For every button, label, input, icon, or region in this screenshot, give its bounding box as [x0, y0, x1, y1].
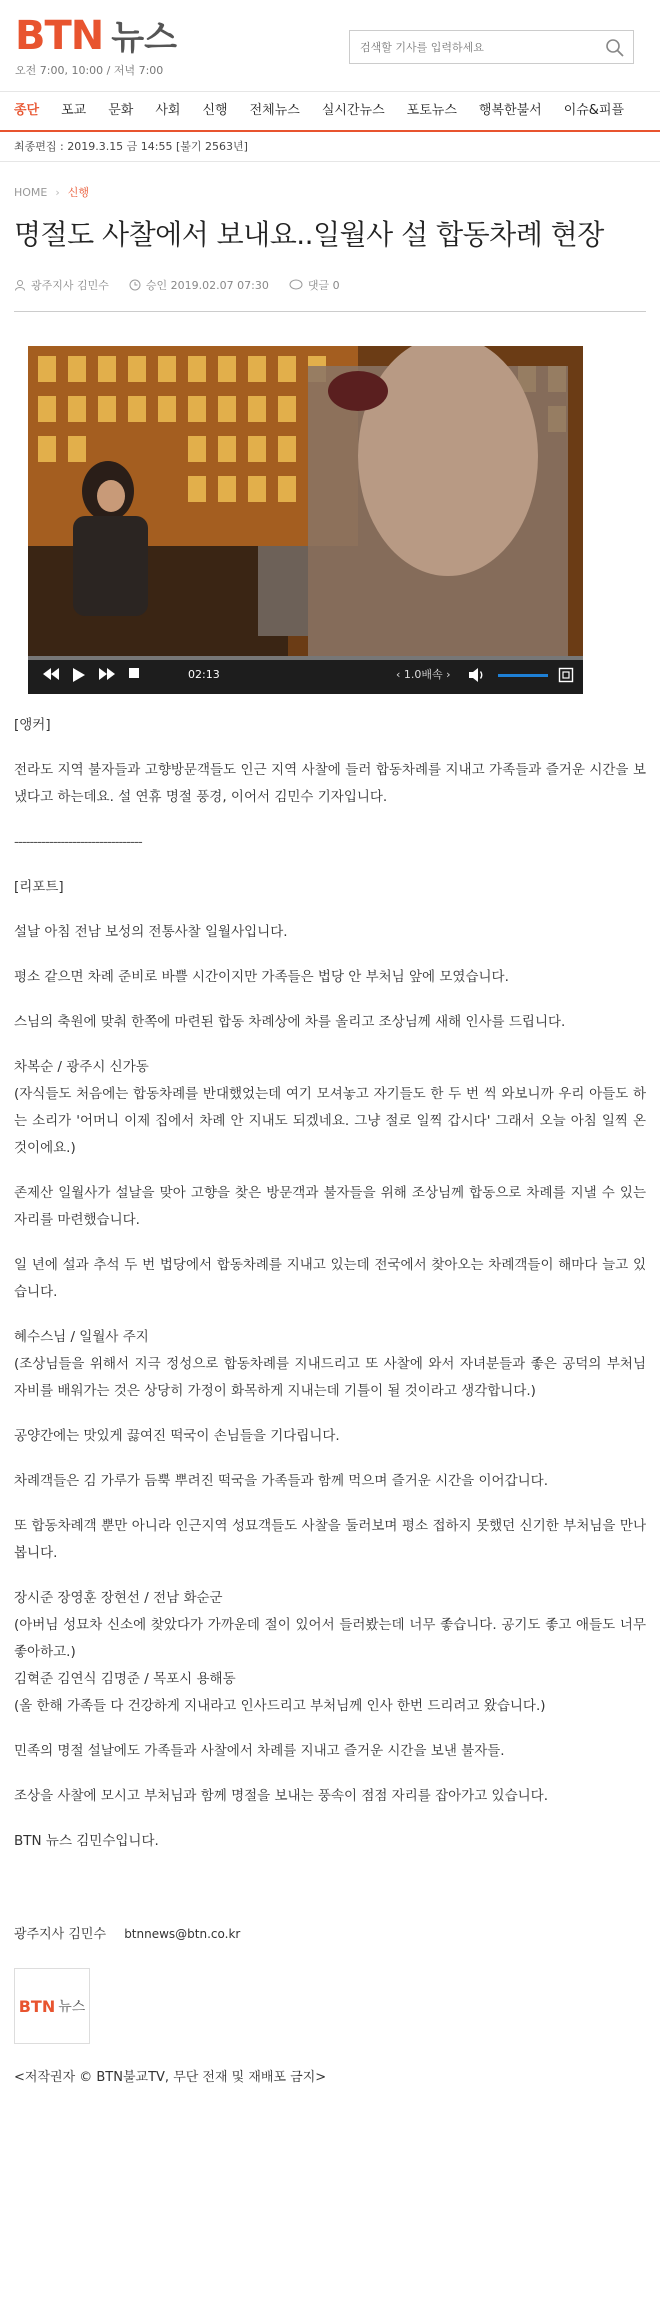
- video-frame: [28, 346, 583, 656]
- clock-icon: [129, 279, 141, 291]
- fullscreen-icon[interactable]: [558, 667, 574, 683]
- broadcast-times: 오전 7:00, 10:00 / 저녁 7:00: [15, 64, 164, 77]
- person-icon: [14, 279, 26, 291]
- paragraph: 전라도 지역 불자들과 고향방문객들도 인근 지역 사찰에 들러 합동차례를 지내고 가족들과 즐거운 시간을 보냈다고 하는데요. 설 연휴 명절 풍경, 이어서 김민수 기자입니다.: [14, 762, 646, 805]
- rewind-icon[interactable]: [42, 667, 60, 681]
- paragraph: 조상을 사찰에 모시고 부처님과 함께 명절을 보내는 풍속이 점점 자리를 잡아가고 있습니다.: [14, 1788, 549, 1804]
- nav-item-happy-books[interactable]: 행복한불서: [478, 103, 542, 118]
- comment-icon: [289, 279, 303, 291]
- nav-item-jongdan[interactable]: 종단: [14, 103, 40, 118]
- site-header: [0, 0, 660, 92]
- nav-item-sinhaeng[interactable]: 신행: [202, 103, 228, 118]
- nav-item-photo-news[interactable]: 포토뉴스: [406, 103, 457, 118]
- paragraph: 공양간에는 맛있게 끓여진 떡국이 손님들을 기다립니다.: [14, 1428, 340, 1444]
- fast-forward-icon[interactable]: [98, 667, 116, 681]
- article-body: [0, 694, 660, 1855]
- chevron-right-icon[interactable]: ›: [446, 668, 451, 681]
- search-box: [349, 30, 634, 64]
- volume-slider[interactable]: [498, 674, 548, 677]
- meta-comments[interactable]: [289, 277, 340, 293]
- video-duration: 02:13: [188, 668, 220, 681]
- interviewee-quote: [14, 1054, 646, 1162]
- footer-logo-btn: BTN: [18, 1996, 56, 2016]
- paragraph: BTN 뉴스 김민수입니다.: [14, 1833, 159, 1849]
- breadcrumb-home[interactable]: HOME: [14, 185, 48, 199]
- paragraph: 설날 아침 전남 보성의 전통사찰 일월사입니다.: [14, 924, 288, 940]
- comment-count: 댓글 0: [307, 279, 340, 292]
- stop-icon[interactable]: [128, 667, 140, 679]
- interviewee-name: 혜수스님 / 일월사 주지: [14, 1329, 149, 1345]
- breadcrumb: [0, 162, 660, 200]
- article-meta: [14, 277, 646, 312]
- paragraph: 평소 같으면 차례 준비로 바쁠 시간이지만 가족들은 법당 안 부처님 앞에 모였습니다.: [14, 969, 509, 985]
- chevron-right-icon: ›: [55, 185, 60, 199]
- nav-item-issue-people[interactable]: 이슈&피플: [563, 103, 625, 118]
- nav-item-live-news[interactable]: 실시간뉴스: [321, 103, 385, 118]
- playback-rate-value: 1.0배속: [403, 668, 443, 681]
- footer-logo: [14, 1968, 90, 2044]
- interviewee-name: 차복순 / 광주시 신가동: [14, 1059, 149, 1075]
- interviewee-quote: [14, 1585, 646, 1720]
- copyright-notice: <저작권자 © BTN불교TV, 무단 전재 및 재배포 금지>: [14, 2070, 327, 2085]
- approved-date: 승인 2019.02.07 07:30: [145, 279, 269, 292]
- search-icon[interactable]: [605, 38, 625, 58]
- reporter-name: 광주지사 김민수: [14, 1927, 107, 1942]
- breadcrumb-category[interactable]: 신행: [67, 186, 90, 199]
- interviewee-name: 김혁준 김연식 김명준 / 목포시 용해동: [14, 1671, 236, 1687]
- meta-author: [14, 277, 109, 293]
- author-name: 광주지사 김민수: [31, 279, 109, 292]
- anchor-tag: [앵커]: [14, 717, 51, 733]
- volume-icon[interactable]: [468, 667, 486, 683]
- nav-item-all-news[interactable]: 전체뉴스: [249, 103, 300, 118]
- play-icon[interactable]: [72, 667, 86, 683]
- paragraph: 민족의 명절 설날에도 가족들과 사찰에서 차례를 지내고 즐거운 시간을 보낸 불자들.: [14, 1743, 505, 1759]
- nav-item-pogyo[interactable]: 포교: [61, 103, 87, 118]
- meta-approved: [129, 277, 269, 293]
- interview-quote: (올 한해 가족들 다 건강하게 지내라고 인사드리고 부처님께 인사 한번 드리려고 왔습니다.): [14, 1698, 546, 1714]
- paragraph: 차례객들은 김 가루가 듬뿍 뿌려진 떡국을 가족들과 함께 먹으며 즐거운 시간을 이어갑니다.: [14, 1473, 549, 1489]
- interviewee-name: 장시준 장영훈 장현선 / 전남 화순군: [14, 1590, 223, 1606]
- nav-item-sahoe[interactable]: 사회: [155, 103, 181, 118]
- main-nav: [0, 92, 660, 132]
- footer-logo-news: 뉴스: [58, 1999, 86, 2015]
- reporter-signature: [0, 1873, 660, 1942]
- last-updated: 최종편집 : 2019.3.15 금 14:55 [불기 2563년]: [0, 132, 660, 162]
- chevron-left-icon[interactable]: ‹: [396, 668, 401, 681]
- video-player[interactable]: [28, 346, 583, 694]
- logo-news-text: 뉴스: [111, 18, 177, 58]
- interviewee-quote: [14, 1324, 646, 1405]
- interview-quote: (아버님 성묘차 신소에 찾았다가 가까운데 절이 있어서 들러봤는데 너무 좋습니다. 공기도 좋고 애들도 너무 좋아하고.): [14, 1617, 646, 1660]
- divider-line: ---------------------------------: [14, 834, 142, 850]
- report-tag: [리포트]: [14, 879, 64, 895]
- search-input[interactable]: [350, 31, 590, 63]
- paragraph: 존제산 일월사가 설날을 맞아 고향을 찾은 방문객과 불자들을 위해 조상님께 합동으로 차례를 지낼 수 있는 자리를 마련했습니다.: [14, 1185, 646, 1228]
- video-controls: [28, 656, 583, 694]
- site-logo[interactable]: [15, 13, 177, 59]
- article-title: 명절도 사찰에서 보내요..일월사 설 합동차례 현장: [14, 218, 604, 251]
- interview-quote: (자식들도 처음에는 합동차례를 반대했었는데 여기 모셔놓고 자기들도 한 두 번 씩 와보니까 우리 아들도 하는 소리가 '어머니 이제 집에서 차례 안 지내도 되겠네요. 그냥 절로 일찍 갑시다' 그래서 오늘 아침 일찍 온 것이에요.): [14, 1086, 646, 1156]
- logo-btn-text: BTN: [15, 13, 104, 59]
- paragraph: 일 년에 설과 추석 두 번 법당에서 합동차례를 지내고 있는데 전국에서 찾아오는 차례객들이 해마다 늘고 있습니다.: [14, 1257, 646, 1300]
- paragraph: 또 합동차례객 뿐만 아니라 인근지역 성묘객들도 사찰을 둘러보며 평소 접하지 못했던 신기한 부처님을 만나봅니다.: [14, 1518, 646, 1561]
- paragraph: 스님의 축원에 맞춰 한쪽에 마련된 합동 차례상에 차를 올리고 조상님께 새해 인사를 드립니다.: [14, 1014, 566, 1030]
- video-progress-bar[interactable]: [28, 656, 583, 660]
- playback-rate[interactable]: [388, 665, 459, 685]
- interview-quote: (조상님들을 위해서 지극 정성으로 합동차례를 지내드리고 또 사찰에 와서 자녀분들과 좋은 공덕의 부처님 자비를 배워가는 것은 상당히 가정이 화목하게 지내는데 기틀이 될 것이라고 생각합니다.): [14, 1356, 646, 1399]
- nav-item-munhwa[interactable]: 문화: [108, 103, 134, 118]
- reporter-email[interactable]: btnnews@btn.co.kr: [124, 1927, 241, 1941]
